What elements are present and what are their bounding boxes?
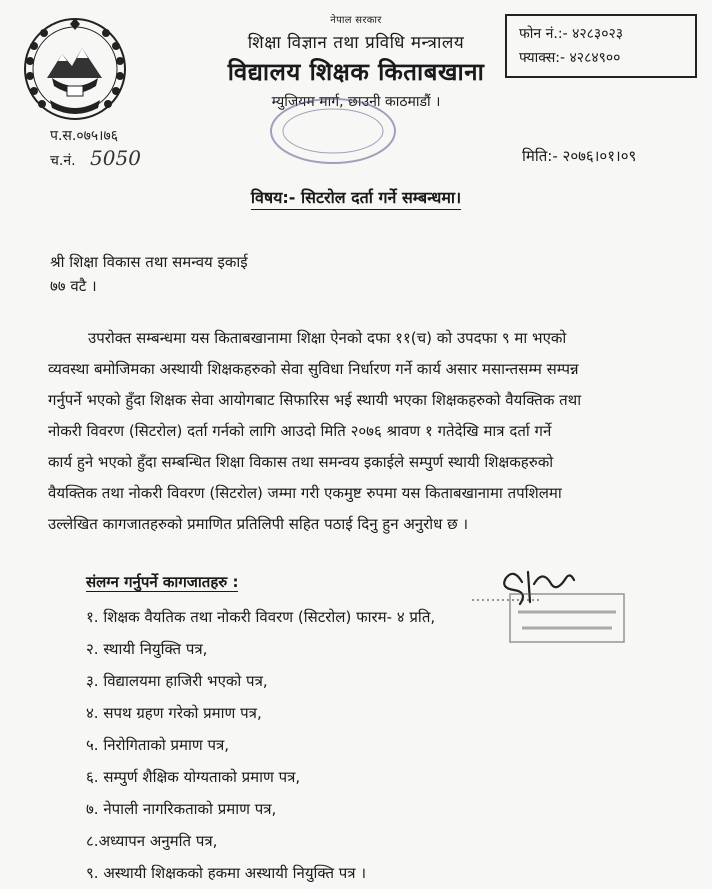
list-item: ६. सम्पुर्ण शैक्षिक योग्यताको प्रमाण पत्र, (86, 768, 301, 786)
government-name: नेपाल सरकार (330, 15, 382, 26)
body-line: नोकरी विवरण (सिटरोल) दर्ता गर्नको लागि आउदो मिति २०७६ श्रावण १ गतेदेखि मात्र दर्ता गर्ने (48, 422, 552, 440)
subject-text: विषय:- सिटरोल दर्ता गर्ने सम्बन्धमा। (251, 188, 461, 210)
fax-number: फ्याक्स:- ४२८४९०० (519, 50, 621, 66)
ministry-name: शिक्षा विज्ञान तथा प्रविधि मन्त्रालय (247, 33, 465, 53)
office-stamp-icon (268, 96, 398, 166)
chalani-number-row (50, 146, 141, 170)
list-item: ५. निरोगिताको प्रमाण पत्र, (86, 736, 230, 754)
list-item: ३. विद्यालयमा हाजिरी भएको पत्र, (86, 672, 268, 690)
patra-sankhya: प.स.०७५।७६ (50, 128, 119, 144)
addressee-line-1: श्री शिक्षा विकास तथा समन्वय इकाई (50, 253, 248, 271)
addressee (50, 250, 248, 298)
letter-body (48, 323, 666, 540)
signature-stamp-icon (508, 592, 626, 644)
chalani-label: च.नं. (50, 153, 76, 169)
addressee-line-2: ७७ वटै । (50, 277, 97, 295)
list-item: १. शिक्षक वैयतिक तथा नोकरी विवरण (सिटरोल) फारम- ४ प्रति, (86, 608, 436, 626)
list-item: ७. नेपाली नागरिकताको प्रमाण पत्र, (86, 800, 277, 818)
letter-subject (0, 186, 712, 208)
chalani-number: 5050 (90, 146, 141, 170)
body-line: उपरोक्त सम्बन्धमा यस किताबखानामा शिक्षा ऐनको दफा ११(च) को उपदफा ९ मा भएको (88, 329, 567, 347)
body-line: उल्लेखित कागजातहरुको प्रमाणित प्रतिलिपी सहित पठाई दिनु हुन अनुरोध छ । (48, 515, 469, 533)
list-item: ८.अध्यापन अनुमति पत्र, (86, 832, 218, 850)
body-line: व्यवस्था बमोजिमका अस्थायी शिक्षकहरुको सेवा सुविधा निर्धारण गर्ने कार्य असार मसान्तसम्म सम्पन्न (48, 360, 579, 378)
letter-date: मिति:- २०७६।०१।०९ (522, 147, 637, 165)
body-line: गर्नुपर्ने भएको हुँदा शिक्षक सेवा आयोगबाट सिफारिस भई स्थायी भएका शिक्षकहरुको वैयक्तिक तथा (48, 391, 582, 409)
contact-box (505, 14, 697, 78)
list-item: ४. सपथ ग्रहण गरेको प्रमाण पत्र, (86, 704, 262, 722)
body-line: वैयक्तिक तथा नोकरी विवरण (सिटरोल) जम्मा गरी एकमुष्ट रुपमा यस किताबखानामा तपशिलमा (48, 484, 562, 502)
attachments-heading: संलग्न गर्नुपर्ने कागजातहरु : (86, 573, 239, 591)
list-item: २. स्थायी नियुक्ति पत्र, (86, 640, 208, 658)
office-address: म्युजियम मार्ग, छाउनी काठमाडौं । (271, 94, 441, 110)
phone-number: फोन नं.:- ४२८३०२३ (519, 26, 624, 42)
attachments-list (86, 601, 435, 889)
body-line: कार्य हुने भएको हुँदा सम्बन्धित शिक्षा विकास तथा समन्वय इकाईले सम्पुर्ण स्थायी शिक्षकहरुको (48, 453, 554, 471)
list-item: ९. अस्थायी शिक्षकको हकमा अस्थायी नियुक्ति पत्र । (86, 864, 367, 882)
office-name: विद्यालय शिक्षक किताबखाना (227, 58, 485, 86)
